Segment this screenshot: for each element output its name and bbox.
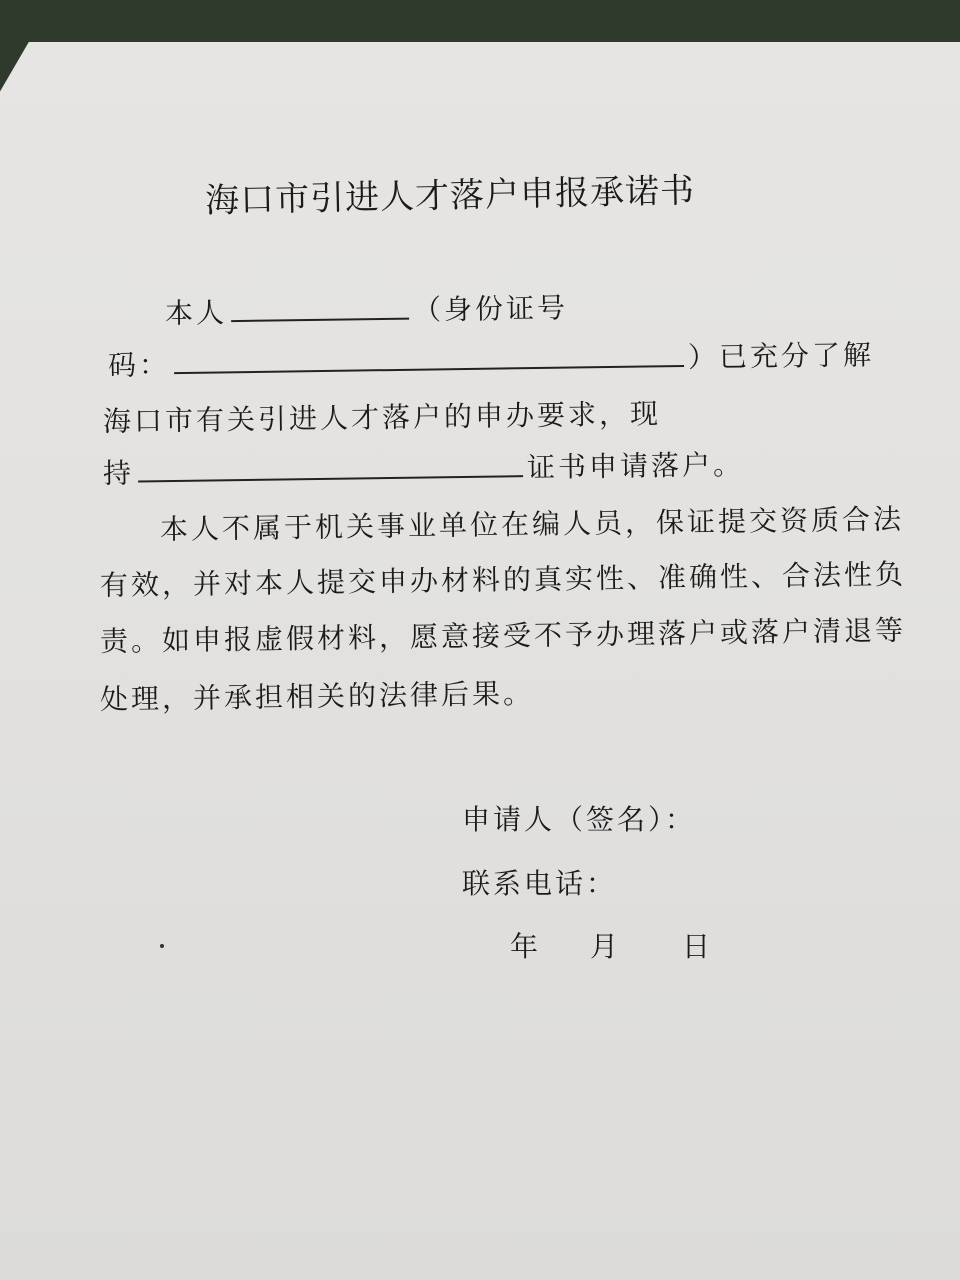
name-blank	[231, 300, 409, 322]
date-year-label: 年	[510, 930, 542, 963]
document-title: 海口市引进人才落户申报承诺书	[204, 170, 696, 222]
commitment-line-1: 本人不属于机关事业单位在编人员，保证提交资质合法	[159, 502, 905, 546]
applicant-signature-label: 申请人（签名）：	[462, 803, 697, 836]
ink-speck	[160, 944, 164, 948]
pledge-text: 本人	[164, 296, 228, 330]
date-day-label: 日	[682, 930, 714, 963]
pledge-line-3: 海口市有关引进人才落户的申办要求，现	[102, 397, 662, 438]
commitment-line-2: 有效，并对本人提交申办材料的真实性、准确性、合法性负	[99, 557, 907, 602]
pledge-text: ）已充分了解	[687, 338, 875, 374]
certificate-blank	[138, 457, 523, 482]
pledge-line-2	[108, 333, 875, 384]
commitment-line-4: 处理，并承担相关的法律后果。	[99, 676, 535, 716]
id-number-blank	[174, 347, 684, 374]
pledge-text: 持	[102, 456, 135, 490]
pledge-text: 码：	[107, 348, 171, 382]
phone-label: 联系电话：	[462, 867, 618, 900]
date-month-label: 月	[590, 930, 622, 963]
pledge-line-4	[103, 443, 745, 492]
pledge-text: 证书申请落户。	[526, 448, 745, 485]
commitment-line-3: 责。如申报虚假材料，愿意接受不予办理落户或落户清退等	[99, 613, 907, 658]
pledge-text: （身份证号	[412, 291, 569, 327]
pledge-line-1	[165, 286, 569, 332]
